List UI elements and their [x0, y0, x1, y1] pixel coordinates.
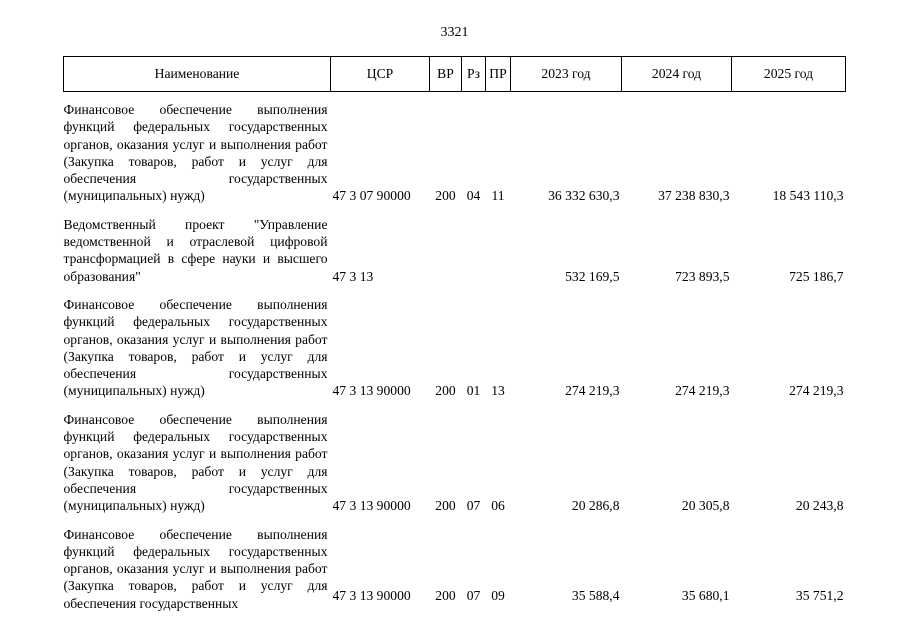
row-vr: 200	[435, 188, 456, 204]
row-2024: 723 893,5	[675, 268, 730, 284]
row-csr: 47 3 13	[332, 268, 374, 284]
table-row	[64, 408, 846, 523]
header-rz: Рз	[462, 57, 486, 92]
row-rz: 07	[466, 498, 481, 514]
row-csr: 47 3 13 90000	[332, 498, 411, 514]
header-csr: ЦСР	[331, 57, 430, 92]
row-name: Финансовое обеспечение выполнения функций федеральных государственных органов, оказания услуг и выполнения работ (Закупка товаров, работ и услуг для обеспечения государственных (муниципальных) нужд)	[63, 102, 328, 204]
row-rz: 04	[466, 188, 481, 204]
header-vr: ВР	[430, 57, 462, 92]
row-csr: 47 3 13 90000	[332, 383, 411, 399]
table-header-row	[64, 57, 846, 92]
row-pr	[486, 213, 511, 293]
row-csr: 47 3 13 90000	[332, 587, 411, 603]
table-row	[64, 98, 846, 213]
header-pr: ПР	[486, 57, 511, 92]
row-vr: 200	[435, 383, 456, 399]
row-csr: 47 3 07 90000	[332, 188, 411, 204]
row-vr: 200	[435, 498, 456, 514]
table-row	[64, 523, 846, 612]
row-2025: 274 219,3	[789, 383, 844, 399]
row-2023: 532 169,5	[565, 268, 620, 284]
row-pr: 09	[491, 587, 505, 603]
row-2025: 20 243,8	[795, 498, 844, 514]
row-2024: 35 680,1	[681, 587, 730, 603]
header-2024: 2024 год	[622, 57, 732, 92]
table-row	[64, 213, 846, 293]
header-2025: 2025 год	[732, 57, 846, 92]
row-name: Финансовое обеспечение выполнения функций федеральных государственных органов, оказания услуг и выполнения работ (Закупка товаров, работ и услуг для обеспечения государственных	[63, 526, 328, 611]
row-vr: 200	[435, 587, 456, 603]
row-2023: 35 588,4	[571, 587, 620, 603]
row-2025: 18 543 110,3	[772, 188, 844, 204]
header-name: Наименование	[64, 57, 331, 92]
table-row	[64, 293, 846, 408]
header-2023: 2023 год	[511, 57, 622, 92]
budget-table	[63, 56, 846, 612]
row-2023: 274 219,3	[565, 383, 620, 399]
row-rz	[462, 213, 486, 293]
row-2023: 36 332 630,3	[548, 188, 620, 204]
row-2024: 37 238 830,3	[658, 188, 730, 204]
row-name: Финансовое обеспечение выполнения функций федеральных государственных органов, оказания услуг и выполнения работ (Закупка товаров, работ и услуг для обеспечения государственных (муниципальных) нужд)	[63, 296, 328, 399]
row-rz: 01	[466, 383, 481, 399]
row-name: Финансовое обеспечение выполнения функций федеральных государственных органов, оказания услуг и выполнения работ (Закупка товаров, работ и услуг для обеспечения государственных (муниципальных) нужд)	[63, 411, 328, 514]
row-2024: 20 305,8	[681, 498, 730, 514]
row-2023: 20 286,8	[571, 498, 620, 514]
row-rz: 07	[466, 587, 481, 603]
row-pr: 13	[491, 383, 505, 399]
page-number: 3321	[440, 25, 469, 40]
row-2025: 35 751,2	[795, 587, 844, 603]
row-pr: 06	[491, 498, 505, 514]
row-name: Ведомственный проект "Управление ведомственной и отраслевой цифровой трансформацией в сфере науки и высшего образования"	[63, 216, 328, 284]
row-vr	[430, 213, 462, 293]
row-pr: 11	[491, 188, 505, 204]
row-2025: 725 186,7	[789, 268, 844, 284]
row-2024: 274 219,3	[675, 383, 730, 399]
